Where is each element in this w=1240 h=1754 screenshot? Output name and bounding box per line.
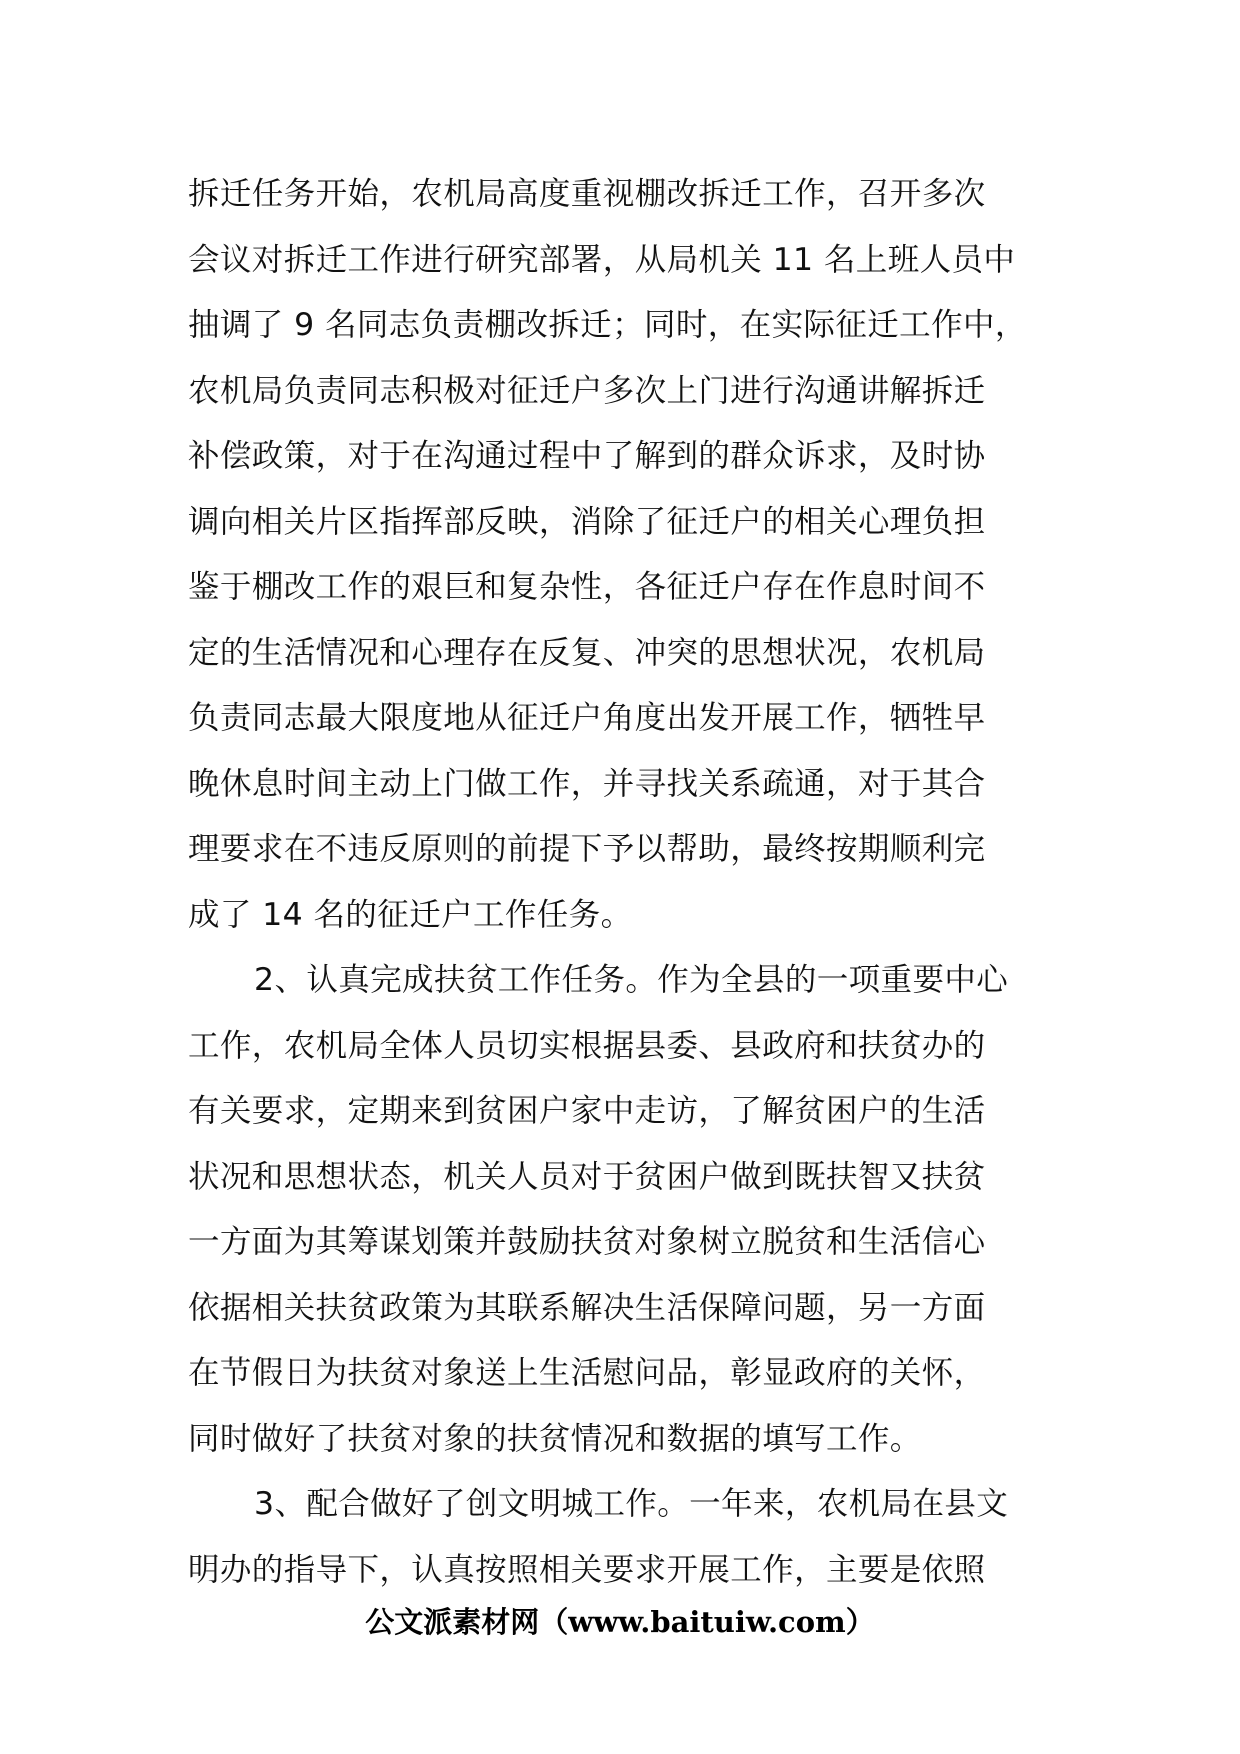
footer-watermark: 公文派素材网（www.baituiw.com）: [365, 1605, 875, 1639]
text-line: 理要求在不违反原则的前提下予以帮助，最终按期顺利完: [188, 831, 986, 867]
text-line: 在节假日为扶贫对象送上生活慰问品，彰显政府的关怀，: [188, 1355, 986, 1391]
paragraph-start-line: 3、配合做好了创文明城工作。一年来，农机局在县文: [254, 1486, 1009, 1522]
text-line: 有关要求，定期来到贫困户家中走访，了解贫困户的生活: [188, 1093, 986, 1129]
text-line: 晚休息时间主动上门做工作，并寻找关系疏通，对于其合: [188, 765, 986, 802]
text-line: 定的生活情况和心理存在反复、冲突的思想状况，农机局: [188, 634, 986, 671]
text-line: 会议对拆迁工作进行研究部署，从局机关 11 名上班人员中: [188, 241, 1016, 278]
text-line: 明办的指导下，认真按照相关要求开展工作，主要是依照: [188, 1551, 986, 1588]
text-line: 鉴于棚改工作的艰巨和复杂性，各征迁户存在作息时间不: [188, 569, 986, 605]
text-line: 农机局负责同志积极对征迁户多次上门进行沟通讲解拆迁: [188, 372, 986, 409]
text-line: 一方面为其筹谋划策并鼓励扶贫对象树立脱贫和生活信心: [188, 1224, 986, 1260]
text-line: 成了 14 名的征迁户工作任务。: [188, 896, 633, 933]
text-line: 抽调了 9 名同志负责棚改拆迁；同时，在实际征迁工作中，: [188, 307, 1027, 343]
text-line: 同时做好了扶贫对象的扶贫情况和数据的填写工作。: [188, 1420, 922, 1457]
text-line: 负责同志最大限度地从征迁户角度出发开展工作，牺牲早: [188, 700, 986, 736]
text-line: 依据相关扶贫政策为其联系解决生活保障问题，另一方面: [188, 1289, 986, 1326]
text-line: 拆迁任务开始，农机局高度重视棚改拆迁工作，召开多次: [188, 176, 986, 212]
text-line: 状况和思想状态，机关人员对于贫困户做到既扶智又扶贫: [188, 1158, 986, 1195]
text-line: 工作，农机局全体人员切实根据县委、县政府和扶贫办的: [188, 1027, 986, 1064]
document-body: [188, 162, 1068, 1603]
text-line: 补偿政策，对于在沟通过程中了解到的群众诉求，及时协: [188, 438, 986, 474]
paragraph-start-line: 2、认真完成扶贫工作任务。作为全县的一项重要中心: [254, 962, 1009, 998]
text-line: 调向相关片区指挥部反映，消除了征迁户的相关心理负担: [188, 503, 986, 540]
